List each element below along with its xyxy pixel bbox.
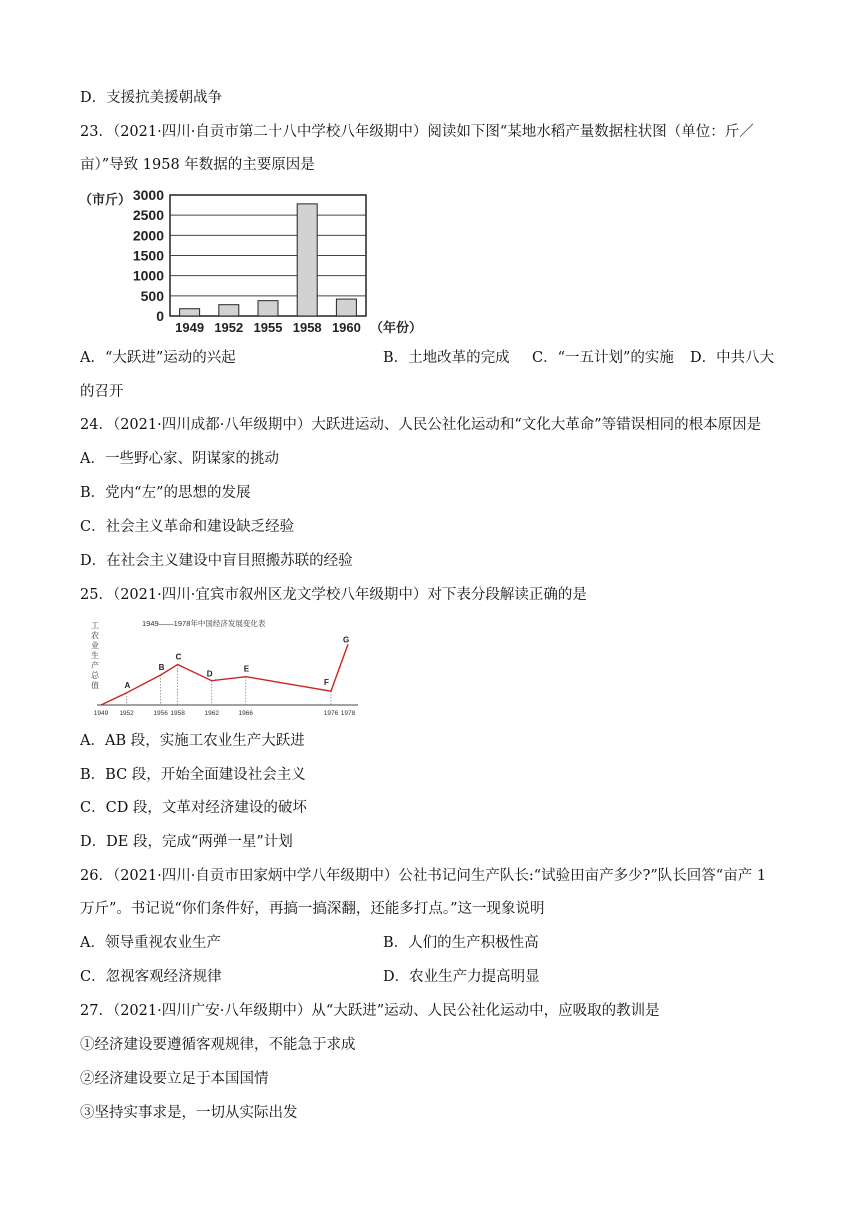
question-24: 24．（2021·四川成都·八年级期中）大跃进运动、人民公社化运动和“文化大革命”等错误相同的根本原因是 <box>80 417 762 433</box>
series-line <box>101 644 348 705</box>
point-label: B <box>158 663 165 673</box>
y-tick-label: 1500 <box>132 247 164 264</box>
q24-option-b: B．党内“左”的思想的发展 <box>80 485 251 501</box>
point-label: E <box>243 664 250 674</box>
x-tick-label: 1949 <box>93 710 109 717</box>
bar <box>297 204 317 316</box>
y-tick-label: 3000 <box>132 187 164 203</box>
x-tick-label: 1978 <box>340 710 356 717</box>
q27-item-1: ①经济建设要遵循客观规律，不能急于求成 <box>80 1037 356 1053</box>
y-tick-label: 2000 <box>132 227 164 244</box>
option-d-line: D．支援抗美援朝战争 <box>80 90 223 106</box>
x-tick-label: 1952 <box>119 710 134 717</box>
q23-option-d-cont: 的召开 <box>80 384 124 400</box>
bar <box>180 309 200 316</box>
x-tick-label: 1962 <box>204 710 219 717</box>
y-tick-label: 0 <box>156 308 164 324</box>
q23-option-b: B．土地改革的完成 <box>383 350 510 366</box>
bar <box>336 299 356 316</box>
question-23-line-2: 亩）”导致 1958 年数据的主要原因是 <box>80 157 315 173</box>
q25-option-b: B．BC 段，开始全面建设社会主义 <box>80 767 306 783</box>
q26-option-c: C．忽视客观经济规律 <box>80 969 222 985</box>
bar <box>258 301 278 316</box>
question-25: 25．（2021·四川·宜宾市叙州区龙文学校八年级期中）对下表分段解读正确的是 <box>80 587 587 603</box>
question-26-line-1: 26．（2021·四川·自贡市田家炳中学八年级期中）公社书记问生产队长:“试验田亩产多少?”队长回答“亩产 1 <box>80 868 767 884</box>
x-tick-label: 1960 <box>331 320 361 335</box>
q23-option-c: C．“一五计划”的实施 <box>532 350 674 366</box>
y-tick-label: 1000 <box>132 267 164 284</box>
x-tick-label: 1949 <box>175 320 205 335</box>
q26-option-b: B．人们的生产积极性高 <box>383 935 539 951</box>
x-tick-label: 1958 <box>170 710 185 717</box>
q23-option-d: D．中共八大 <box>690 350 775 366</box>
q24-option-c: C．社会主义革命和建设缺乏经验 <box>80 519 295 535</box>
question-26-line-2: 万斤”。书记说“你们条件好，再搞一搞深翻，还能多打点。”这一现象说明 <box>80 901 545 917</box>
x-tick-label: 1952 <box>214 320 244 335</box>
point-label: G <box>343 635 350 645</box>
rice-yield-bar-chart <box>78 186 428 336</box>
point-label: A <box>124 680 131 690</box>
point-label: D <box>206 669 213 679</box>
q25-option-a: A．AB 段，实施工农业生产大跃进 <box>80 733 305 749</box>
q27-item-2: ②经济建设要立足于本国国情 <box>80 1071 269 1087</box>
y-tick-label: 500 <box>140 287 164 304</box>
x-tick-label: 1976 <box>323 710 339 717</box>
q25-option-c: C．CD 段，文革对经济建设的破坏 <box>80 800 307 816</box>
bar <box>219 305 239 316</box>
q27-item-3: ③坚持实事求是，一切从实际出发 <box>80 1105 298 1121</box>
q26-option-d: D．农业生产力提高明显 <box>383 969 540 985</box>
y-axis-label: （市斤） <box>79 192 132 207</box>
point-label: F <box>323 678 329 688</box>
chart-title: 1949——1978年中国经济发展变化表 <box>142 619 266 628</box>
x-tick-label: 1956 <box>153 710 168 717</box>
x-tick-label: 1958 <box>292 320 322 335</box>
y-tick-label: 2500 <box>132 207 164 224</box>
question-23-line-1: 23．（2021·四川·自贡市第二十八中学校八年级期中）阅读如下图“某地水稻产量数据柱状图（单位：斤／ <box>80 124 754 140</box>
x-tick-label: 1966 <box>238 710 254 717</box>
question-27: 27．（2021·四川广安·八年级期中）从“大跃进”运动、人民公社化运动中，应吸取的教训是 <box>80 1003 660 1019</box>
q23-option-a: A．“大跃进”运动的兴起 <box>80 350 236 366</box>
x-axis-label: （年份） <box>370 320 423 335</box>
x-tick-label: 1955 <box>253 320 283 335</box>
q26-option-a: A．领导重视农业生产 <box>80 935 221 951</box>
point-label: C <box>175 652 182 662</box>
q24-option-d: D．在社会主义建设中盲目照搬苏联的经验 <box>80 553 353 569</box>
q24-option-a: A．一些野心家、阴谋家的挑动 <box>80 451 279 467</box>
q25-option-d: D．DE 段，完成“两弹一星”计划 <box>80 834 293 850</box>
y-axis-label: 工农业生产总值 <box>91 621 99 690</box>
economy-line-chart <box>86 616 361 718</box>
